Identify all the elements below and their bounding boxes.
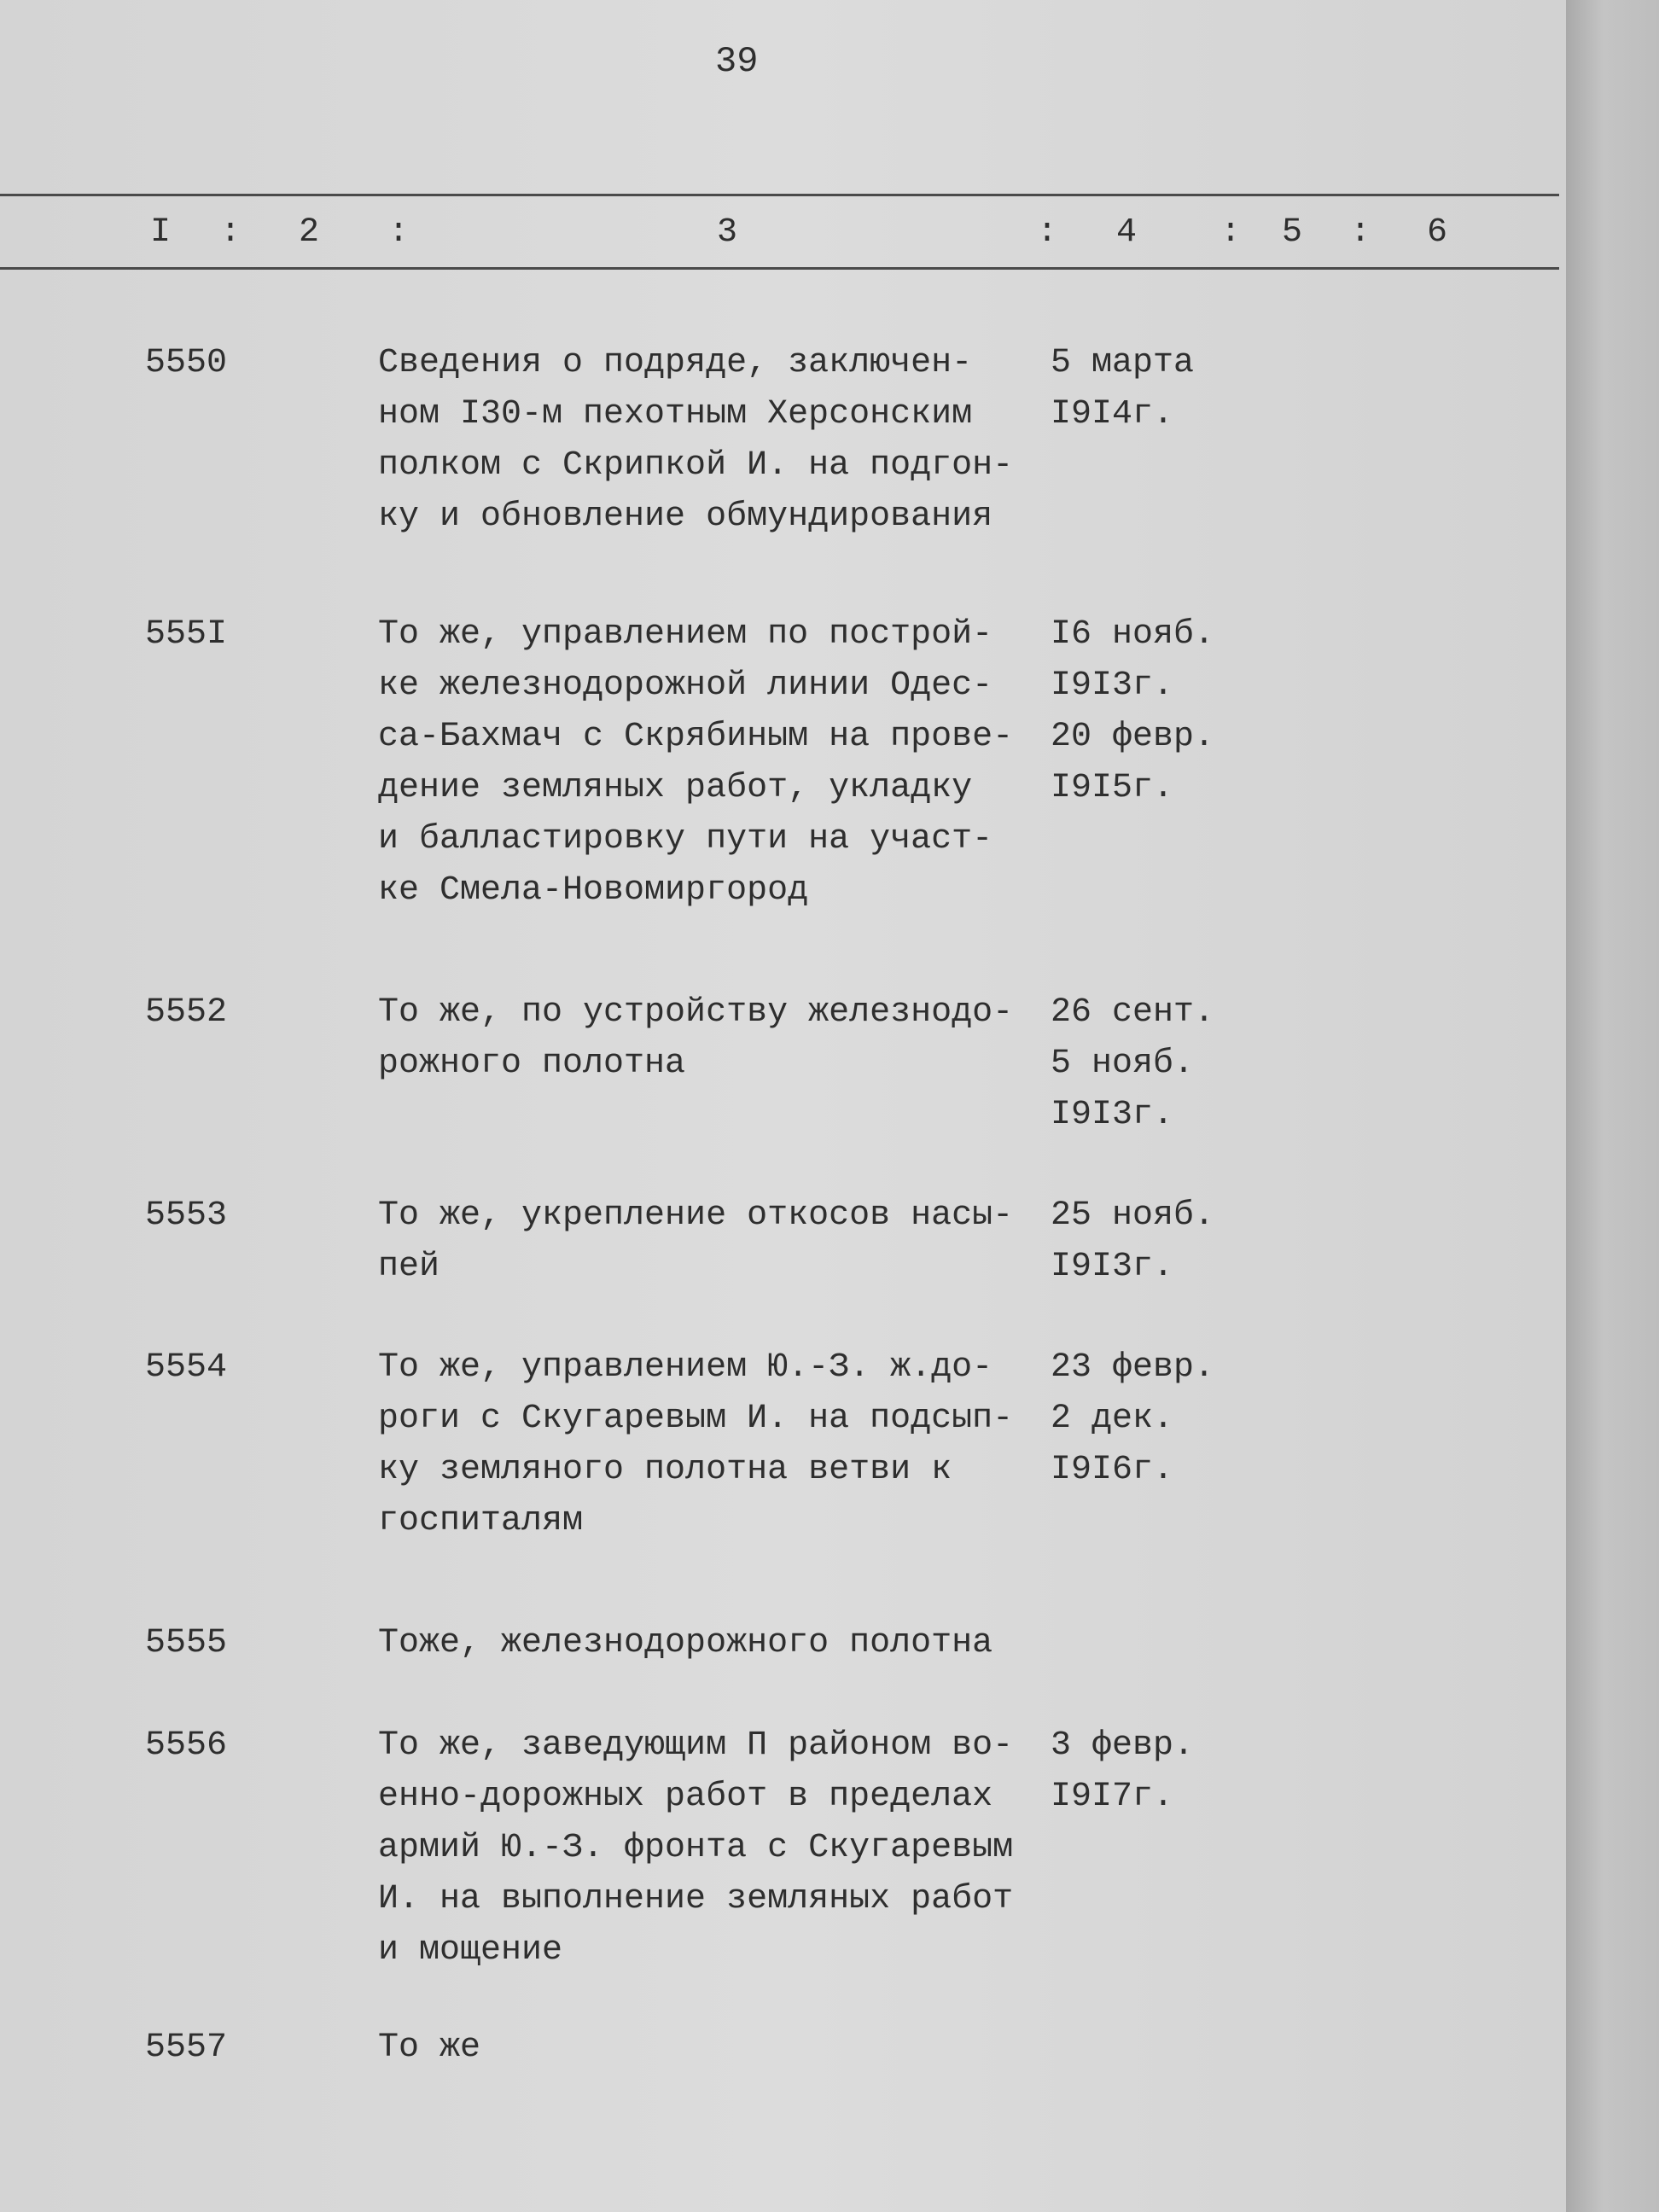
page-number: 39	[715, 41, 759, 82]
item-description	[378, 609, 1013, 917]
description-line: полком с Скрипкой И. на подгон-	[378, 446, 1014, 485]
item-number: 5550	[145, 344, 228, 382]
date-line: 5 марта	[1051, 344, 1195, 382]
description-line: ке Смела-Новомиргород	[378, 871, 809, 910]
item-dates	[1051, 609, 1214, 814]
item-number: 555I	[145, 615, 228, 654]
date-line: 3 февр.	[1051, 1726, 1195, 1765]
column-header: 6	[1427, 213, 1448, 252]
description-line: и балластировку пути на участ-	[378, 820, 993, 859]
date-line: 2 дек.	[1051, 1400, 1174, 1438]
description-line: То же	[378, 2029, 481, 2067]
description-line: Тоже, железнодорожного полотна	[378, 1624, 993, 1662]
item-number: 5552	[145, 993, 228, 1032]
date-line: I9I5г.	[1051, 769, 1174, 807]
description-line: енно-дорожных работ в пределах	[378, 1778, 993, 1816]
column-separator: :	[220, 213, 242, 252]
date-line: I9I7г.	[1051, 1778, 1174, 1816]
description-line: роги с Скугаревым И. на подсып-	[378, 1400, 1014, 1438]
column-header: 2	[299, 213, 320, 252]
column-separator: :	[388, 213, 410, 252]
date-line: I9I3г.	[1051, 667, 1174, 705]
description-line: дение земляных работ, укладку	[378, 769, 973, 807]
description-line: То же, управлением по построй-	[378, 615, 993, 654]
description-line: То же, по устройству железнодо-	[378, 993, 1014, 1032]
description-line: ку земляного полотна ветви к	[378, 1451, 952, 1489]
item-description	[378, 1190, 1013, 1293]
description-line: пей	[378, 1248, 440, 1286]
date-line: 5 нояб.	[1051, 1045, 1195, 1083]
description-line: То же, управлением Ю.-З. ж.до-	[378, 1348, 993, 1387]
item-description	[378, 1618, 992, 1669]
item-description	[378, 2023, 480, 2074]
description-line: са-Бахмач с Скрябиным на прове-	[378, 718, 1014, 756]
item-dates	[1051, 1720, 1194, 1823]
column-separator: :	[1037, 213, 1058, 252]
item-dates	[1051, 1190, 1214, 1293]
description-line: ку и обновление обмундирования	[378, 498, 993, 536]
item-dates	[1051, 338, 1194, 440]
item-number: 5556	[145, 1726, 228, 1765]
date-line: I6 нояб.	[1051, 615, 1215, 654]
page-edge-shadow	[1566, 0, 1659, 2212]
date-line: I9I6г.	[1051, 1451, 1174, 1489]
item-number: 5554	[145, 1348, 228, 1387]
item-number: 5557	[145, 2029, 228, 2067]
description-line: Сведения о подряде, заключен-	[378, 344, 973, 382]
column-header: I	[150, 213, 172, 252]
date-line: I9I3г.	[1051, 1096, 1174, 1134]
column-separator: :	[1220, 213, 1242, 252]
description-line: То же, укрепление откосов насы-	[378, 1196, 1014, 1235]
date-line: 20 февр.	[1051, 718, 1215, 756]
description-line: и мощение	[378, 1931, 563, 1970]
description-line: госпиталям	[378, 1502, 584, 1540]
date-line: I9I3г.	[1051, 1248, 1174, 1286]
item-description	[378, 338, 1013, 543]
description-line: рожного полотна	[378, 1045, 686, 1083]
description-line: И. на выполнение земляных работ	[378, 1880, 1014, 1918]
date-line: I9I4г.	[1051, 395, 1174, 434]
description-line: армий Ю.-З. фронта с Скугаревым	[378, 1829, 1014, 1867]
item-description	[378, 987, 1013, 1090]
column-header: 5	[1282, 213, 1303, 252]
description-line: ке железнодорожной линии Одес-	[378, 667, 993, 705]
date-line: 26 сент.	[1051, 993, 1215, 1032]
column-separator: :	[1350, 213, 1371, 252]
column-header: 4	[1116, 213, 1138, 252]
date-line: 25 нояб.	[1051, 1196, 1215, 1235]
description-line: ном I30-м пехотным Херсонским	[378, 395, 973, 434]
header-top-rule	[0, 194, 1559, 196]
item-number: 5555	[145, 1624, 228, 1662]
column-header: 3	[717, 213, 738, 252]
item-number: 5553	[145, 1196, 228, 1235]
item-description	[378, 1720, 1013, 1976]
item-description	[378, 1342, 1013, 1547]
description-line: То же, заведующим П районом во-	[378, 1726, 1014, 1765]
date-line: 23 февр.	[1051, 1348, 1215, 1387]
item-dates	[1051, 1342, 1214, 1496]
item-dates	[1051, 987, 1214, 1141]
header-bottom-rule	[0, 267, 1559, 270]
